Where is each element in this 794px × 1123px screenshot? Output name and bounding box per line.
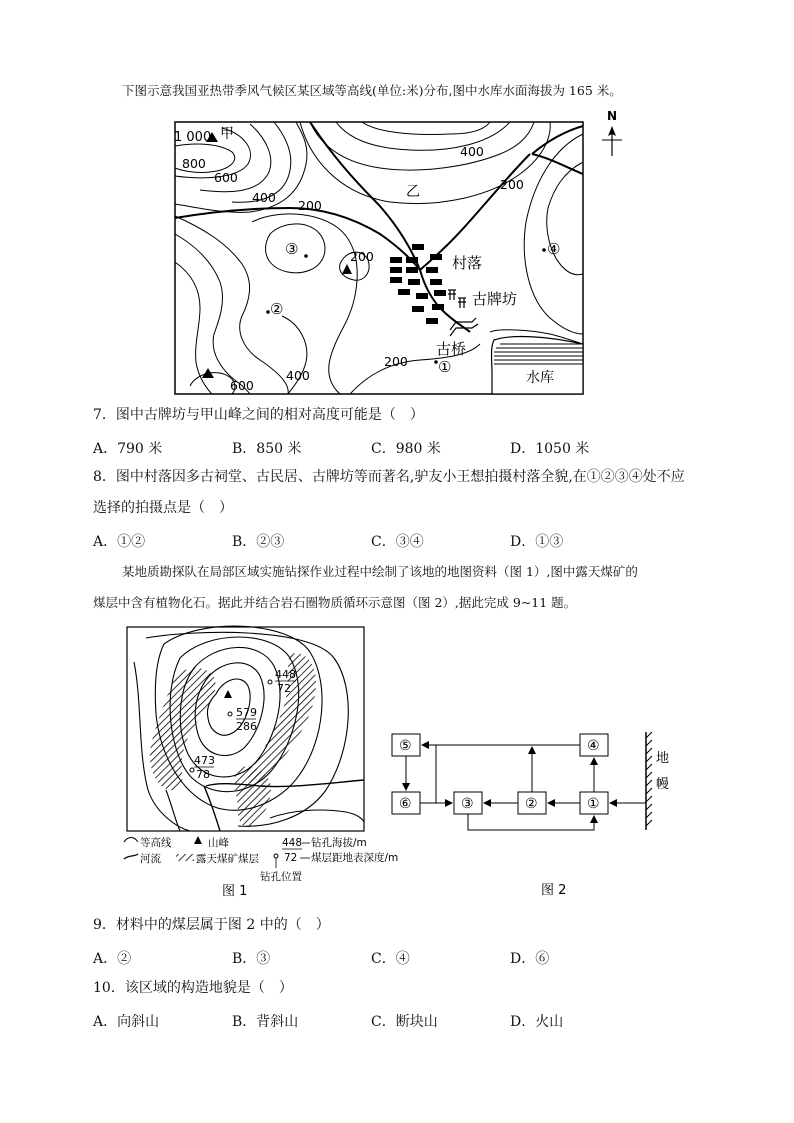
contour-line <box>524 134 583 334</box>
q10-option-d[interactable]: D．火山 <box>510 1014 564 1030</box>
q9-stem: 9．材料中的煤层属于图 2 中的（ ） <box>93 917 330 933</box>
q10-option-c[interactable]: C．断块山 <box>371 1014 438 1030</box>
mantle-hatching <box>646 732 652 826</box>
reservoir-label: 水库 <box>526 370 554 386</box>
contour-label: 600 <box>214 170 238 185</box>
figure-2-rock-cycle <box>384 726 684 898</box>
q7-option-a[interactable]: A．790 米 <box>93 441 163 457</box>
village-label: 村落 <box>452 254 483 272</box>
contour-label: 800 <box>182 156 206 171</box>
contour-label: 200 <box>384 354 408 369</box>
q9-option-a[interactable]: A．② <box>93 951 132 967</box>
legend-drill-bottom-desc: 煤层距地表深度/m <box>311 852 399 864</box>
point-3-label: ③ <box>285 240 299 258</box>
intro-text-2-line1: 某地质勘探队在局部区域实施钻探作业过程中绘制了该地的地图资料（图 1）,图中露天煤矿的 <box>122 564 638 579</box>
contour-label: 400 <box>286 368 310 383</box>
q8-stem-line1: 8．图中村落因多古祠堂、古民居、古牌坊等而著名,驴友小王想拍摄村落全貌,在①②③④处不应 <box>93 469 685 485</box>
q8-stem-line2: 选择的拍摄点是（ ） <box>93 500 233 516</box>
box-6-label: ⑥ <box>399 796 412 812</box>
river <box>175 208 420 270</box>
point-1-label: ① <box>438 358 452 376</box>
legend-coal: 露天煤矿煤层 <box>196 853 259 865</box>
q7-option-c[interactable]: C．980 米 <box>371 441 441 457</box>
q9-option-d[interactable]: D．⑥ <box>510 951 550 967</box>
contour-line <box>336 122 510 150</box>
peak-jia-label: 甲 <box>220 126 234 142</box>
legend-drill-pos: 钻孔位置 <box>260 871 302 883</box>
q7-option-b[interactable]: B．850 米 <box>232 441 302 457</box>
contour-line <box>166 790 180 831</box>
peak-elevation-label: 1 000 <box>174 130 212 145</box>
intro-text-1: 下图示意我国亚热带季风气候区某区域等高线(单位:米)分布,图中水库水面海拔为 165 米。 <box>122 83 622 98</box>
borehole-1-elevation: 448 <box>275 668 296 681</box>
peak-icon <box>224 690 232 698</box>
contour-map <box>150 104 630 396</box>
contour-label: 200 <box>350 249 374 264</box>
box-3-label: ③ <box>461 796 474 812</box>
q8-option-c[interactable]: C．③④ <box>371 534 424 550</box>
figure-1-legend <box>124 836 398 883</box>
box-1-label: ① <box>587 796 600 812</box>
q7-stem: 7．图中古牌坊与甲山峰之间的相对高度可能是（ ） <box>93 407 424 423</box>
borehole-position-icon <box>228 712 232 716</box>
contour-line <box>362 122 490 135</box>
legend-peak: 山峰 <box>208 837 229 849</box>
point-4-label: ④ <box>547 240 561 258</box>
q9-option-c[interactable]: C．④ <box>371 951 410 967</box>
archway-icon <box>448 290 466 308</box>
bridge-label: 古桥 <box>436 340 467 358</box>
box-4-label: ④ <box>587 738 600 754</box>
contour-label: 200 <box>298 198 322 213</box>
river <box>532 126 583 154</box>
q9-option-b[interactable]: B．③ <box>232 951 271 967</box>
point-2-label: ② <box>270 300 284 318</box>
q10-option-b[interactable]: B．背斜山 <box>232 1014 299 1030</box>
q10-option-a[interactable]: A．向斜山 <box>93 1014 160 1030</box>
q8-option-d[interactable]: D．①③ <box>510 534 564 550</box>
river <box>310 122 420 270</box>
region-yi-label: 乙 <box>406 184 420 200</box>
mantle-label-char1: 地 <box>656 751 670 766</box>
borehole-3-depth: 78 <box>196 768 210 781</box>
contour-label: 600 <box>230 378 254 393</box>
archway-label: 古牌坊 <box>472 290 518 308</box>
legend-drill-top: 448 <box>282 837 303 849</box>
legend-drill-bottom: 72 <box>284 852 298 864</box>
borehole-3-elevation: 473 <box>194 754 215 767</box>
q10-stem: 10．该区域的构造地貌是（ ） <box>93 980 293 996</box>
north-arrow <box>602 126 622 156</box>
q8-option-b[interactable]: B．②③ <box>232 534 285 550</box>
mantle-label-char2: 幔 <box>656 777 670 792</box>
intro-text-2-line2: 煤层中含有植物化石。据此并结合岩石圈物质循环示意图（图 2）,据此完成 9~11 题。 <box>93 595 577 610</box>
point-dot <box>542 248 546 252</box>
coal-seam <box>235 766 271 827</box>
cycle-arrows <box>406 745 646 830</box>
figure-2-caption: 图 2 <box>541 883 567 898</box>
q7-option-d[interactable]: D．1050 米 <box>510 441 590 457</box>
river <box>532 154 583 174</box>
figure-1-caption: 图 1 <box>222 884 248 899</box>
north-label: N <box>607 109 618 123</box>
box-5-label: ⑤ <box>399 738 412 754</box>
river <box>206 780 364 787</box>
peak-icon <box>342 264 352 274</box>
q8-option-a[interactable]: A．①② <box>93 534 146 550</box>
borehole-position-icon <box>190 768 194 772</box>
legend-drill-top-desc: 钻孔海拔/m <box>311 837 367 849</box>
borehole-position-icon <box>268 680 272 684</box>
contour-label: 400 <box>252 190 276 205</box>
point-dot <box>304 254 308 258</box>
legend-contour: 等高线 <box>140 837 172 849</box>
box-2-label: ② <box>525 796 538 812</box>
contour-line <box>175 234 250 394</box>
river <box>420 154 530 270</box>
borehole-1-depth: 72 <box>277 682 291 695</box>
contour-label: 200 <box>500 177 524 192</box>
borehole-2-depth: 286 <box>236 720 257 733</box>
village-buildings <box>390 244 446 324</box>
contour-label: 400 <box>460 144 484 159</box>
legend-river: 河流 <box>140 853 161 865</box>
contour-line <box>310 122 534 170</box>
figure-1-map <box>120 622 399 900</box>
borehole-2-elevation: 579 <box>236 706 257 719</box>
